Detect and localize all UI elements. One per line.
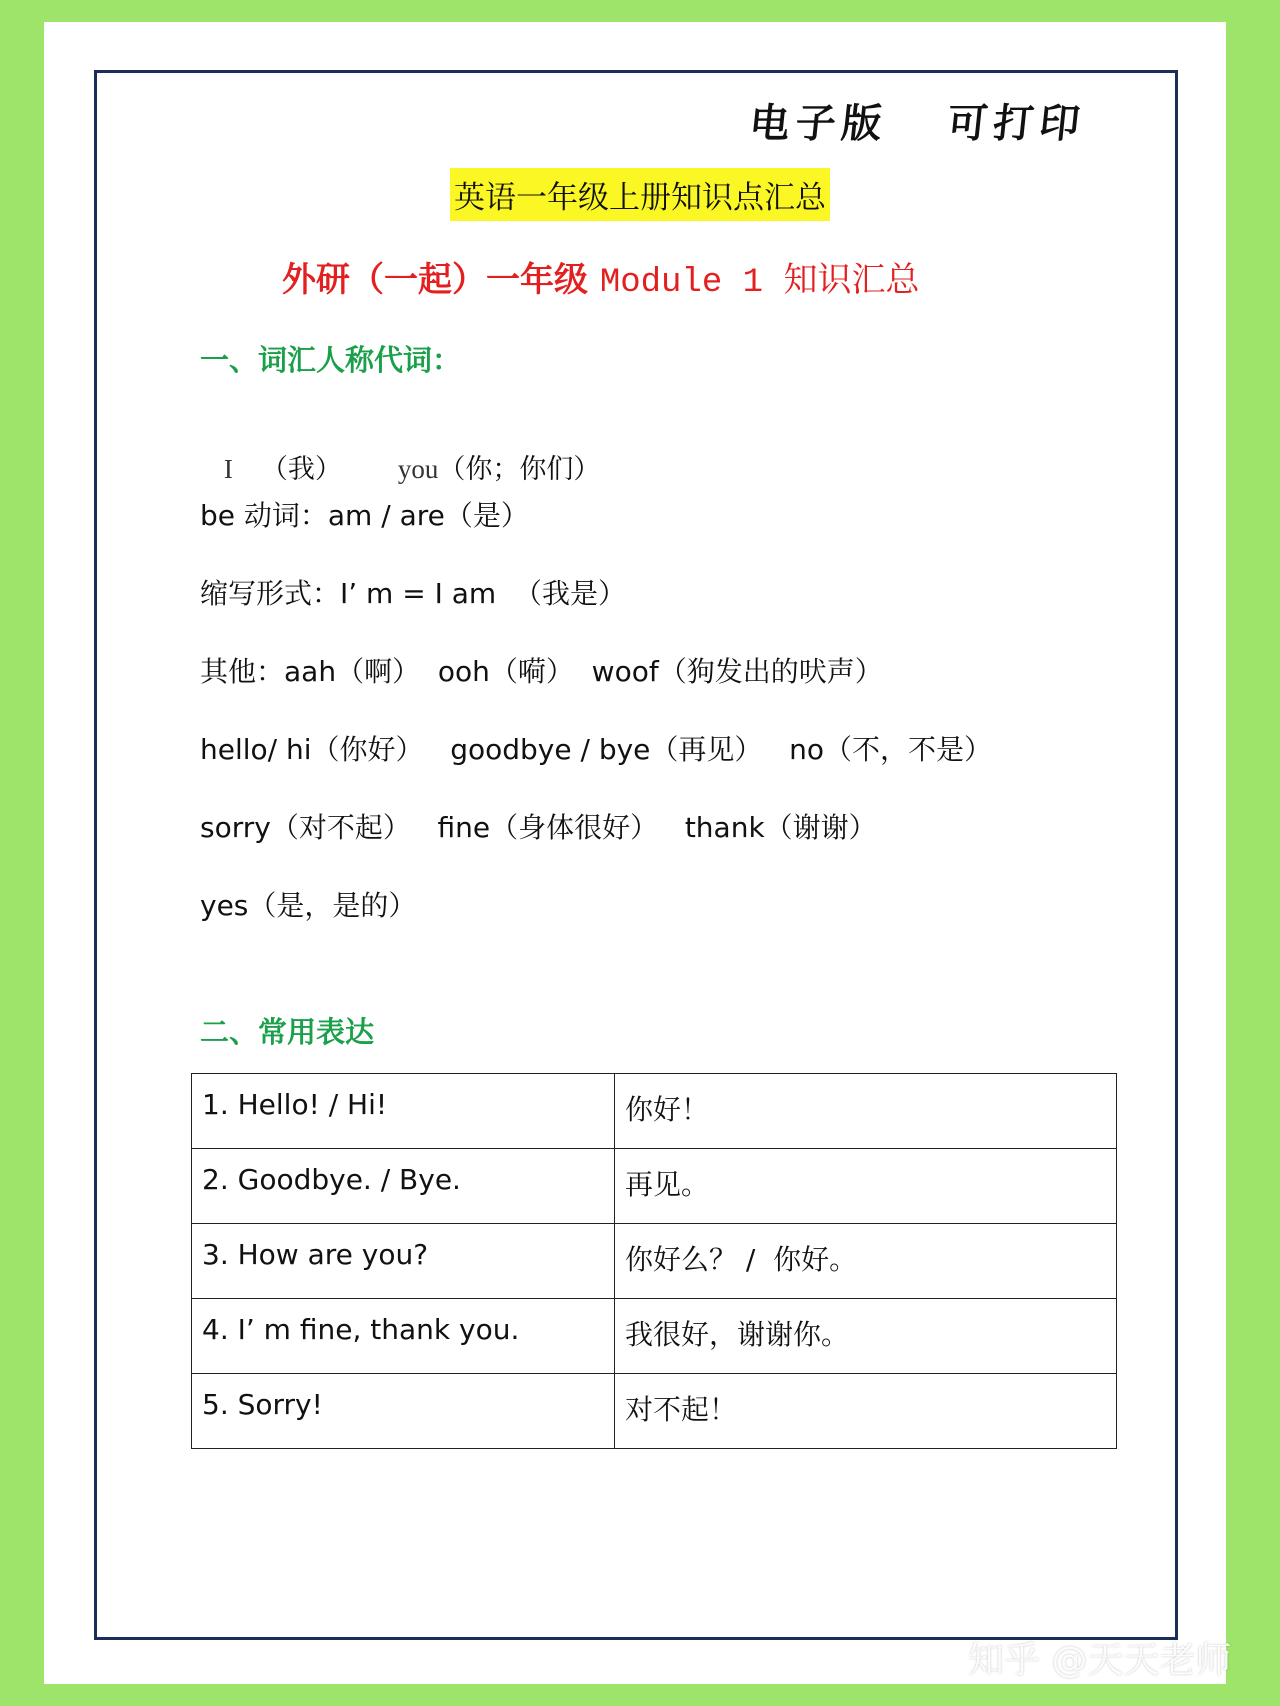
table-row	[192, 1224, 1117, 1299]
vocab-line-be-verb: be 动词：am / are（是）	[200, 499, 529, 532]
printable-tagline: 电子版 可打印	[747, 101, 1088, 147]
expression-english: 3. How are you?	[192, 1224, 615, 1299]
pronoun-i: I	[217, 454, 233, 484]
document-title: 英语一年级上册知识点汇总	[450, 168, 830, 221]
expression-english: 4. I’ m fine, thank you.	[192, 1299, 615, 1374]
table-row	[192, 1149, 1117, 1224]
vocab-line-sorry-fine-thank: sorry（对不起） fine（身体很好） thank（谢谢）	[200, 811, 877, 844]
section-vocabulary-heading: 一、词汇人称代词：	[200, 343, 462, 377]
expression-chinese: 对不起！	[615, 1374, 1117, 1449]
vocab-line-yes: yes（是，是的）	[200, 889, 417, 922]
section-expressions-heading: 二、常用表达	[200, 1015, 375, 1049]
expression-chinese: 再见。	[615, 1149, 1117, 1224]
module-title-publisher: 外研（一起）一年级	[282, 260, 600, 300]
table-row	[192, 1074, 1117, 1149]
expression-english: 2. Goodbye. / Bye.	[192, 1149, 615, 1224]
pronoun-line	[200, 416, 1160, 486]
vocab-line-contraction: 缩写形式：I’ m = I am （我是）	[200, 577, 626, 610]
expressions-table	[191, 1073, 1117, 1449]
module-title	[282, 252, 1042, 302]
expression-chinese: 你好！	[615, 1074, 1117, 1149]
expression-chinese: 你好么？ / 你好。	[615, 1224, 1117, 1299]
table-row	[192, 1299, 1117, 1374]
table-row	[192, 1374, 1117, 1449]
expression-chinese: 我很好，谢谢你。	[615, 1299, 1117, 1374]
pronoun-you-meaning: （你；你们）	[438, 454, 601, 485]
vocab-line-greetings: hello/ hi（你好） goodbye / bye（再见） no（不，不是）	[200, 733, 992, 766]
vocab-line-others: 其他：aah（啊） ooh（嗬） woof（狗发出的吠声）	[200, 655, 883, 688]
watermark: 知乎 @天天老师	[968, 1640, 1232, 1681]
pronoun-i-meaning: （我）	[260, 454, 342, 485]
pronoun-you: you	[397, 454, 439, 484]
expression-english: 1. Hello! / Hi!	[192, 1074, 615, 1149]
expression-english: 5. Sorry!	[192, 1374, 615, 1449]
module-title-module: Module 1 知识汇总	[599, 264, 920, 302]
title-wrapper	[0, 168, 1280, 221]
